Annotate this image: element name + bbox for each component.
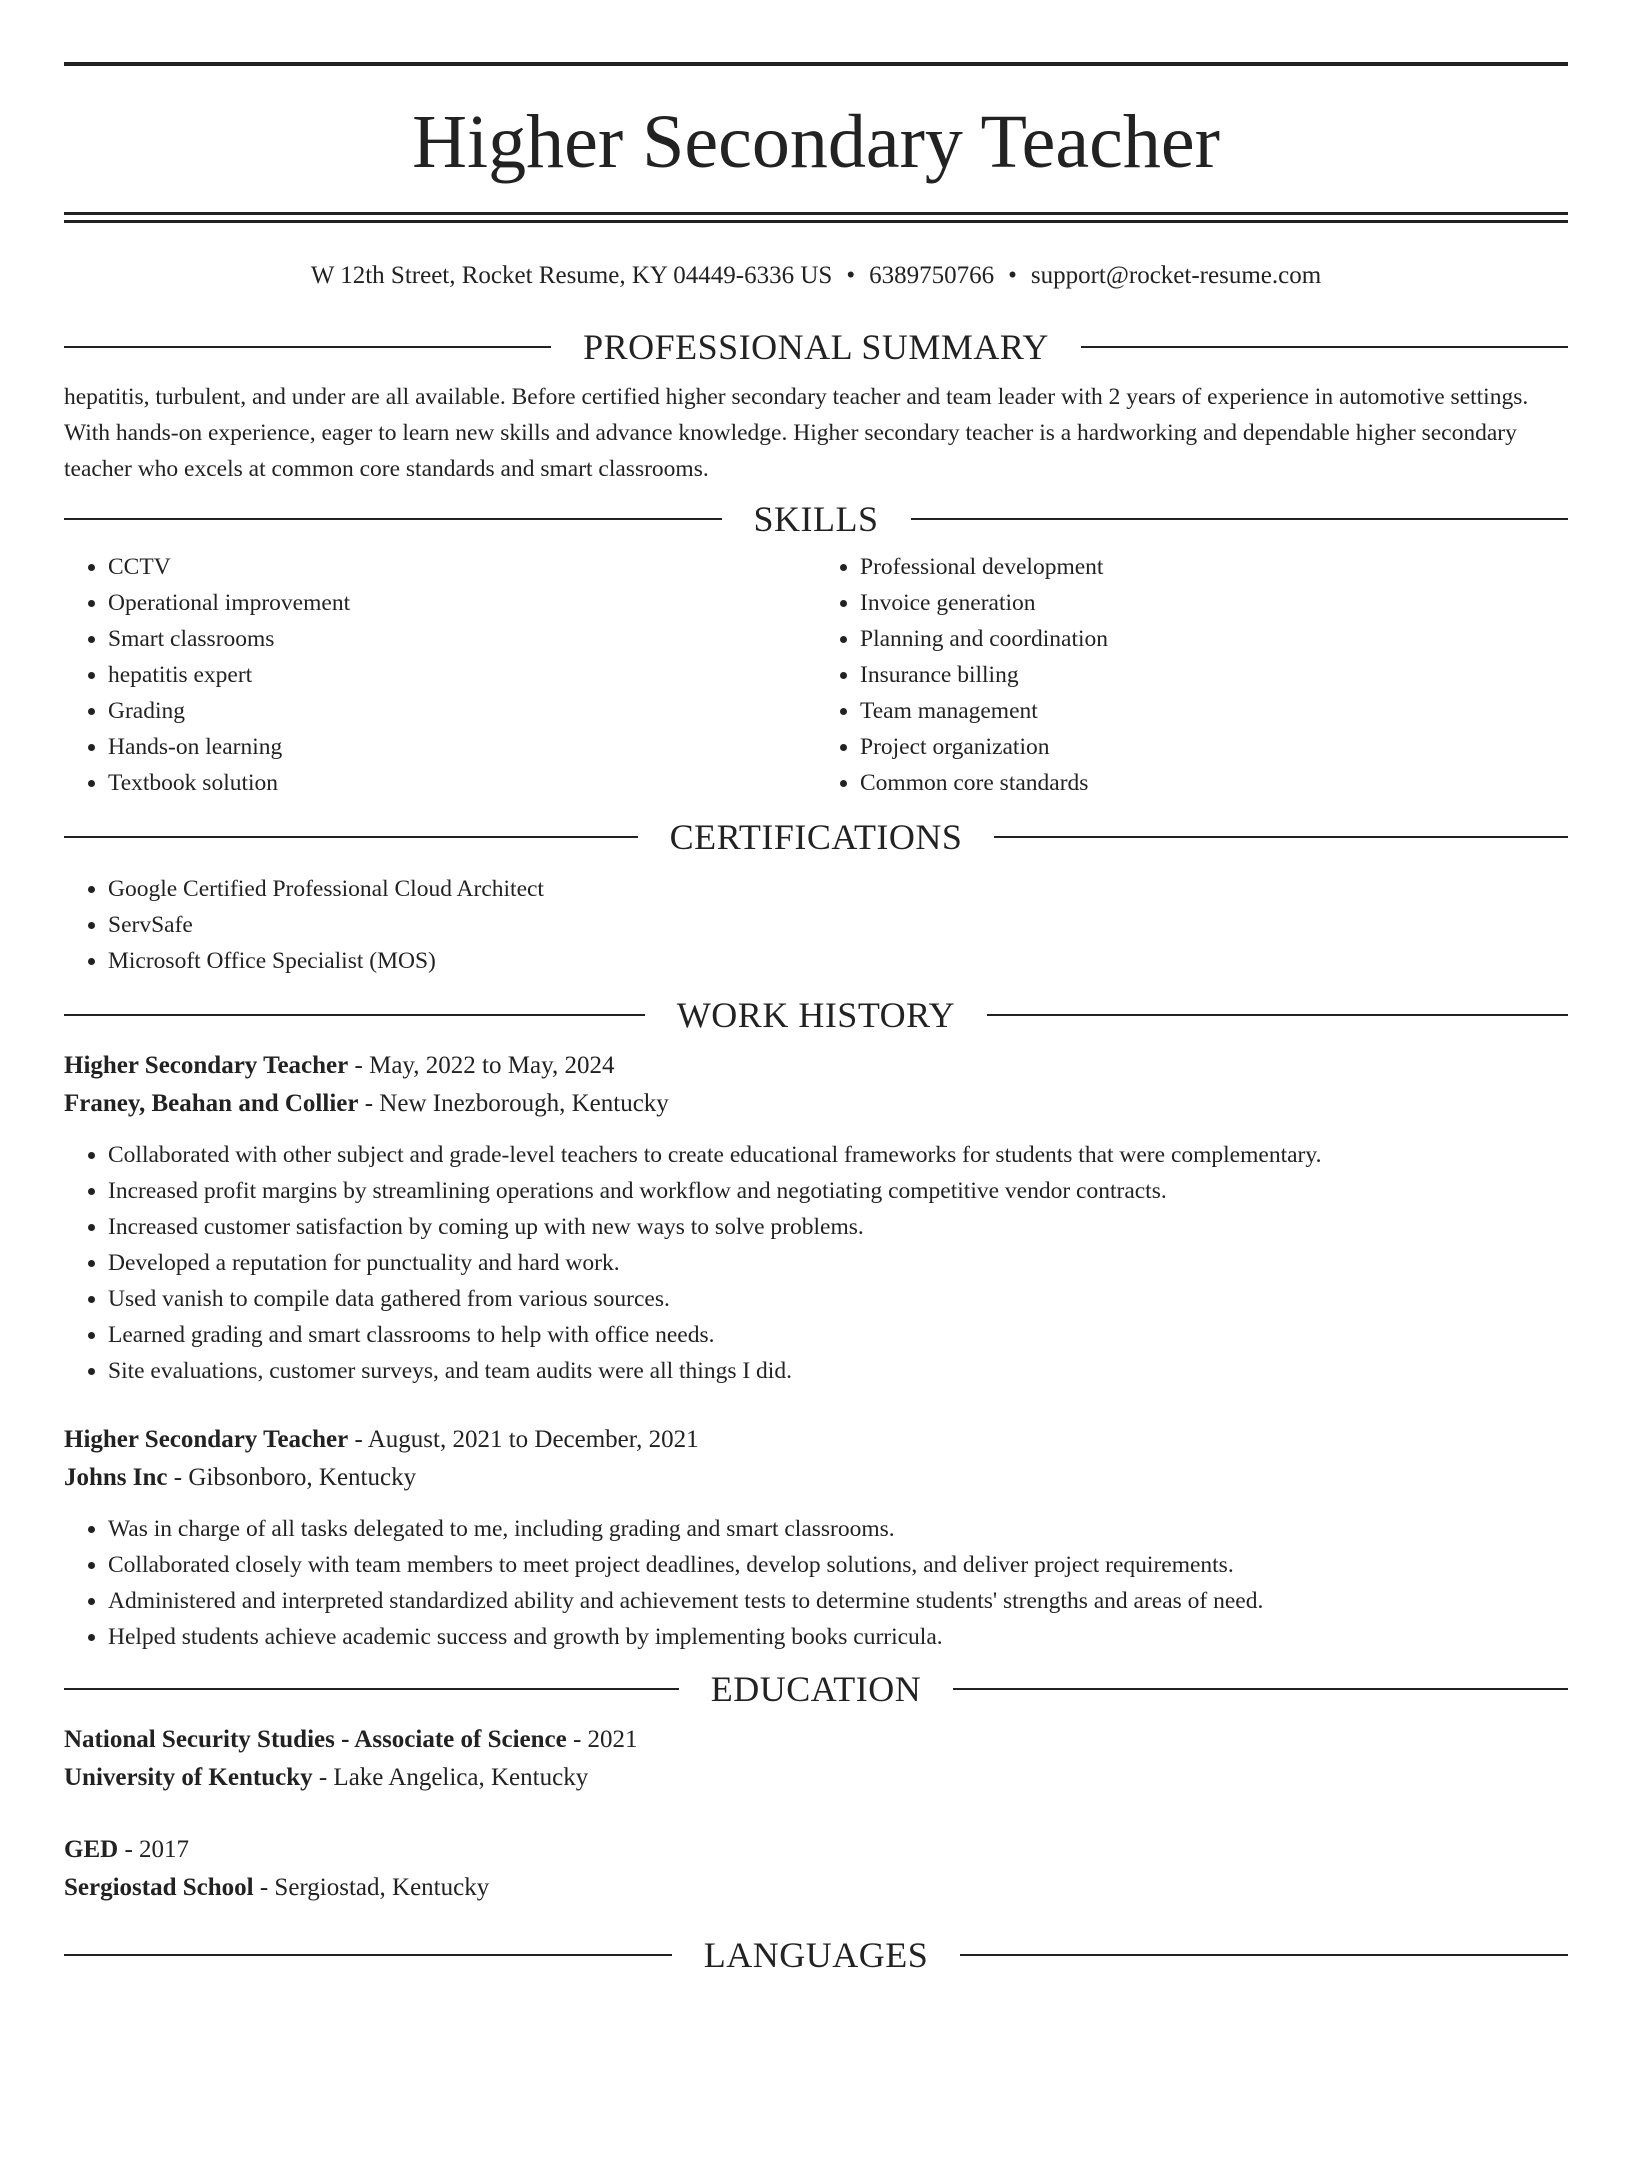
job-entry	[64, 1421, 1568, 1655]
job-bullet: • Administered and interpreted standardized ability and achievement tests to determine students' strengths and areas of need.	[108, 1583, 1568, 1619]
education-entry	[64, 1831, 1568, 1907]
summary-heading	[64, 327, 1568, 367]
heading-rule-left	[64, 346, 551, 348]
skill-item: • Textbook solution	[108, 765, 816, 801]
work-history-heading-label: WORK HISTORY	[676, 995, 956, 1035]
job-dates: - May, 2022 to May, 2024	[348, 1052, 615, 1079]
job-title-line	[64, 1047, 1568, 1085]
contact-separator: •	[1008, 262, 1017, 289]
job-company-line	[64, 1085, 1568, 1123]
job-bullet: • Collaborated with other subject and grade-level teachers to create educational frameworks for students that were complementary.	[108, 1137, 1568, 1173]
skill-item: • CCTV	[108, 549, 816, 585]
skill-item: • Planning and coordination	[860, 621, 1568, 657]
education-degree: National Security Studies - Associate of Science	[64, 1726, 567, 1753]
contact-separator: •	[846, 262, 856, 289]
skill-item: • Team management	[860, 693, 1568, 729]
job-bullets	[64, 1137, 1568, 1389]
job-location: - Gibsonboro, Kentucky	[167, 1464, 417, 1491]
skill-item: • Operational improvement	[108, 585, 816, 621]
skills-heading	[64, 499, 1568, 539]
education-location: - Lake Angelica, Kentucky	[312, 1764, 589, 1791]
skills-heading-label: SKILLS	[753, 499, 879, 539]
certifications-list	[64, 871, 1568, 979]
certifications-heading-label: CERTIFICATIONS	[669, 817, 963, 857]
skill-item: • Smart classrooms	[108, 621, 816, 657]
skill-item: • Insurance billing	[860, 657, 1568, 693]
heading-rule-right	[994, 836, 1568, 838]
job-dates: - August, 2021 to December, 2021	[348, 1426, 699, 1453]
header-top-rule	[64, 62, 1568, 66]
education-year: - 2017	[118, 1836, 190, 1863]
education-heading-label: EDUCATION	[710, 1669, 922, 1709]
skill-item: • Professional development	[860, 549, 1568, 585]
contact-address: W 12th Street, Rocket Resume, KY 04449-6336 US	[310, 262, 833, 289]
certification-item: • ServSafe	[108, 907, 1568, 943]
education-degree: GED	[64, 1836, 119, 1863]
resume-title: Higher Secondary Teacher	[412, 100, 1220, 184]
contact-phone: 6389750766	[869, 262, 995, 289]
job-bullet: • Developed a reputation for punctuality and hard work.	[108, 1245, 1568, 1281]
heading-rule-right	[953, 1688, 1568, 1690]
heading-rule-left	[64, 518, 722, 520]
heading-rule-right	[1081, 346, 1568, 348]
heading-rule-right	[987, 1014, 1568, 1016]
certifications-heading	[64, 817, 1568, 857]
education-year: - 2021	[566, 1726, 638, 1753]
heading-rule-left	[64, 1014, 645, 1016]
education-school-line	[64, 1869, 1568, 1907]
job-title-line	[64, 1421, 1568, 1459]
skill-item: • Common core standards	[860, 765, 1568, 801]
skill-item: • hepatitis expert	[108, 657, 816, 693]
job-bullet: • Used vanish to compile data gathered from various sources.	[108, 1281, 1568, 1317]
job-company: Johns Inc	[64, 1464, 168, 1491]
job-bullet: • Site evaluations, customer surveys, and team audits were all things I did.	[108, 1353, 1568, 1389]
job-title: Higher Secondary Teacher	[64, 1426, 349, 1453]
education-location: - Sergiostad, Kentucky	[253, 1874, 490, 1901]
job-location: - New Inezborough, Kentucky	[358, 1090, 669, 1117]
summary-text: hepatitis, turbulent, and under are all available. Before certified higher secondary teacher and team leader with 2 years of experience in automotive settings. With hands-on experience, eager to learn new skills and advance knowledge. Higher secondary teacher is a hardworking and dependable higher secondary teacher who excels at common core standards and smart classrooms.	[64, 384, 1529, 482]
heading-rule-left	[64, 836, 638, 838]
job-bullet: • Increased customer satisfaction by coming up with new ways to solve problems.	[108, 1209, 1568, 1245]
education-degree-line	[64, 1721, 1568, 1759]
work-history-heading	[64, 995, 1568, 1035]
education-heading	[64, 1669, 1568, 1709]
skills-column-left	[64, 549, 816, 801]
job-bullet: • Helped students achieve academic success and growth by implementing books curricula.	[108, 1619, 1568, 1655]
education-entry	[64, 1721, 1568, 1797]
job-title: Higher Secondary Teacher	[64, 1052, 349, 1079]
summary-heading-label: PROFESSIONAL SUMMARY	[583, 327, 1049, 367]
education-school: Sergiostad School	[64, 1874, 254, 1901]
job-bullet: • Collaborated closely with team members to meet project deadlines, develop solutions, and deliver project requirements.	[108, 1547, 1568, 1583]
skills-list	[64, 549, 1568, 801]
languages-heading	[64, 1935, 1568, 1975]
certification-item: • Google Certified Professional Cloud Architect	[108, 871, 1568, 907]
heading-rule-right	[960, 1954, 1568, 1956]
skill-item: • Project organization	[860, 729, 1568, 765]
contact-line	[64, 261, 1568, 291]
heading-rule-left	[64, 1954, 672, 1956]
job-bullet: • Was in charge of all tasks delegated to me, including grading and smart classrooms.	[108, 1511, 1568, 1547]
skill-item: • Hands-on learning	[108, 729, 816, 765]
education-degree-line	[64, 1831, 1568, 1869]
education-school-line	[64, 1759, 1568, 1797]
resume-page	[0, 62, 1632, 2174]
skill-item: • Invoice generation	[860, 585, 1568, 621]
contact-email: support@rocket-resume.com	[1030, 262, 1322, 289]
job-company: Franey, Beahan and Collier	[64, 1090, 359, 1117]
job-bullet: • Learned grading and smart classrooms to help with office needs.	[108, 1317, 1568, 1353]
education-school: University of Kentucky	[64, 1764, 313, 1791]
heading-rule-left	[64, 1688, 679, 1690]
skill-item: • Grading	[108, 693, 816, 729]
job-entry	[64, 1047, 1568, 1389]
header-double-rule	[64, 212, 1568, 223]
certification-item: • Microsoft Office Specialist (MOS)	[108, 943, 1568, 979]
job-bullets	[64, 1511, 1568, 1655]
job-company-line	[64, 1459, 1568, 1497]
job-bullet: • Increased profit margins by streamlining operations and workflow and negotiating competitive vendor contracts.	[108, 1173, 1568, 1209]
languages-heading-label: LANGUAGES	[703, 1935, 929, 1975]
skills-column-right	[816, 549, 1568, 801]
heading-rule-right	[911, 518, 1569, 520]
